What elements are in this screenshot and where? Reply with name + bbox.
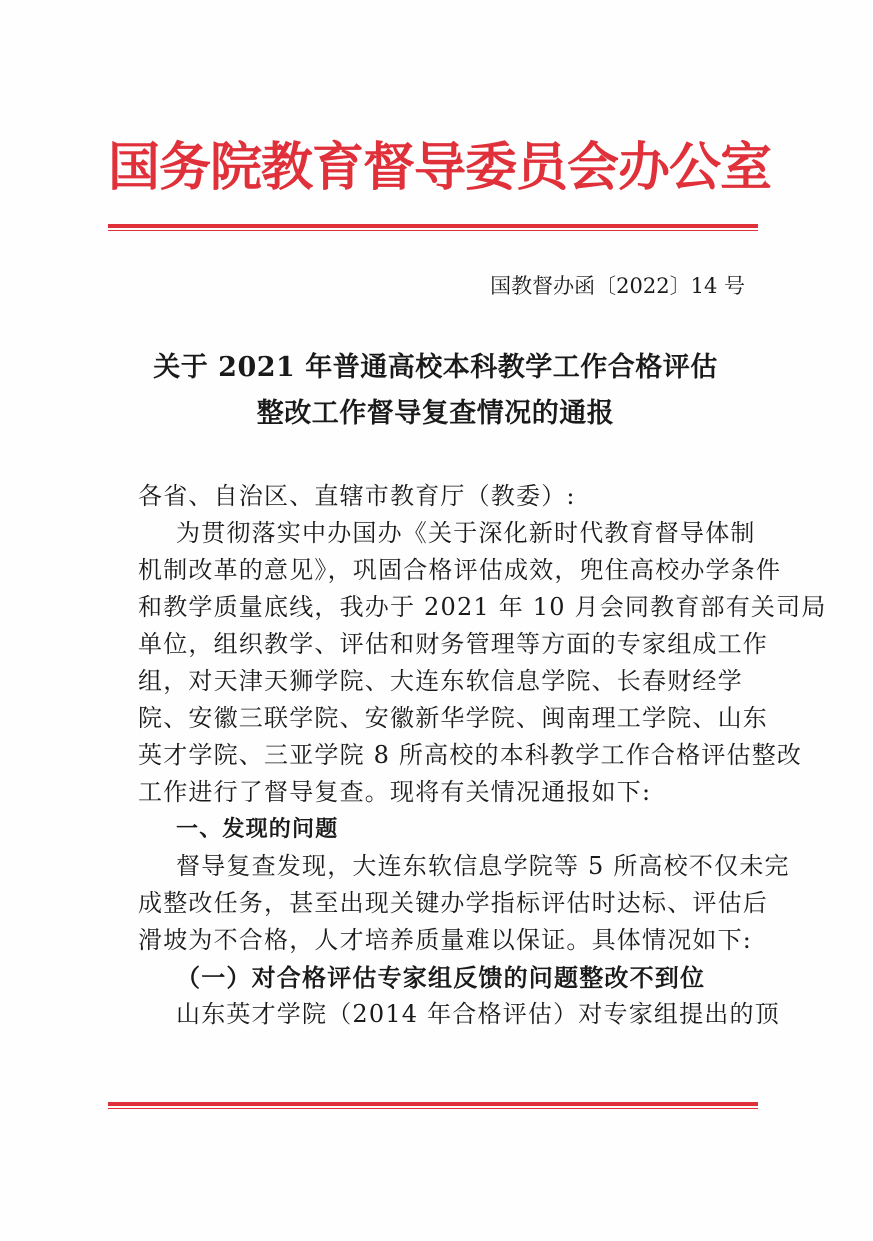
paragraph-line: 和教学质量底线，我办于 2021 年 10 月会同教育部有关司局 xyxy=(138,593,827,621)
red-rule-thin xyxy=(108,230,758,231)
paragraph-line: 成整改任务，甚至出现关键办学指标评估时达标、评估后 xyxy=(138,889,768,917)
red-rule-thick xyxy=(108,1102,758,1106)
paragraph-line: 院、安徽三联学院、安徽新华学院、闽南理工学院、山东 xyxy=(138,704,768,732)
red-rule-thick xyxy=(108,224,758,228)
masthead-red-rule xyxy=(108,224,758,231)
masthead-organization: 国务院教育督导委员会办公室 xyxy=(108,138,772,198)
paragraph-line: 机制改革的意见》，巩固合格评估成效，兜住高校办学条件 xyxy=(138,556,782,584)
document-number: 国教督办函〔2022〕14 号 xyxy=(490,274,745,298)
document-title xyxy=(108,345,763,437)
title-line-1: 关于 2021 年普通高校本科教学工作合格评估 xyxy=(153,352,718,383)
footer-red-rule xyxy=(108,1102,758,1109)
section-heading-1: 一、发现的问题 xyxy=(176,817,339,842)
paragraph-line: 组，对天津天狮学院、大连东软信息学院、长春财经学 xyxy=(138,667,743,695)
paragraph-line: 单位，组织教学、评估和财务管理等方面的专家组成工作 xyxy=(138,630,768,658)
paragraph-line: 为贯彻落实中办国办《关于深化新时代教育督导体制 xyxy=(176,519,756,547)
paragraph-line: 工作进行了督导复查。现将有关情况通报如下: xyxy=(138,778,652,806)
document-body xyxy=(138,478,827,1033)
red-rule-thin xyxy=(108,1108,758,1109)
paragraph-line: 督导复查发现，大连东软信息学院等 5 所高校不仅未完 xyxy=(176,852,790,880)
paragraph-line: 英才学院、三亚学院 8 所高校的本科教学工作合格评估整改 xyxy=(138,741,803,769)
subsection-heading-1: （一）对合格评估专家组反馈的问题整改不到位 xyxy=(176,963,706,992)
title-line-2: 整改工作督导复查情况的通报 xyxy=(256,398,615,429)
paragraph-line: 山东英才学院（2014 年合格评估）对专家组提出的顶 xyxy=(176,1000,780,1028)
salutation: 各省、自治区、直辖市教育厅（教委）: xyxy=(138,482,576,510)
paragraph-line: 滑坡为不合格，人才培养质量难以保证。具体情况如下: xyxy=(138,926,753,954)
